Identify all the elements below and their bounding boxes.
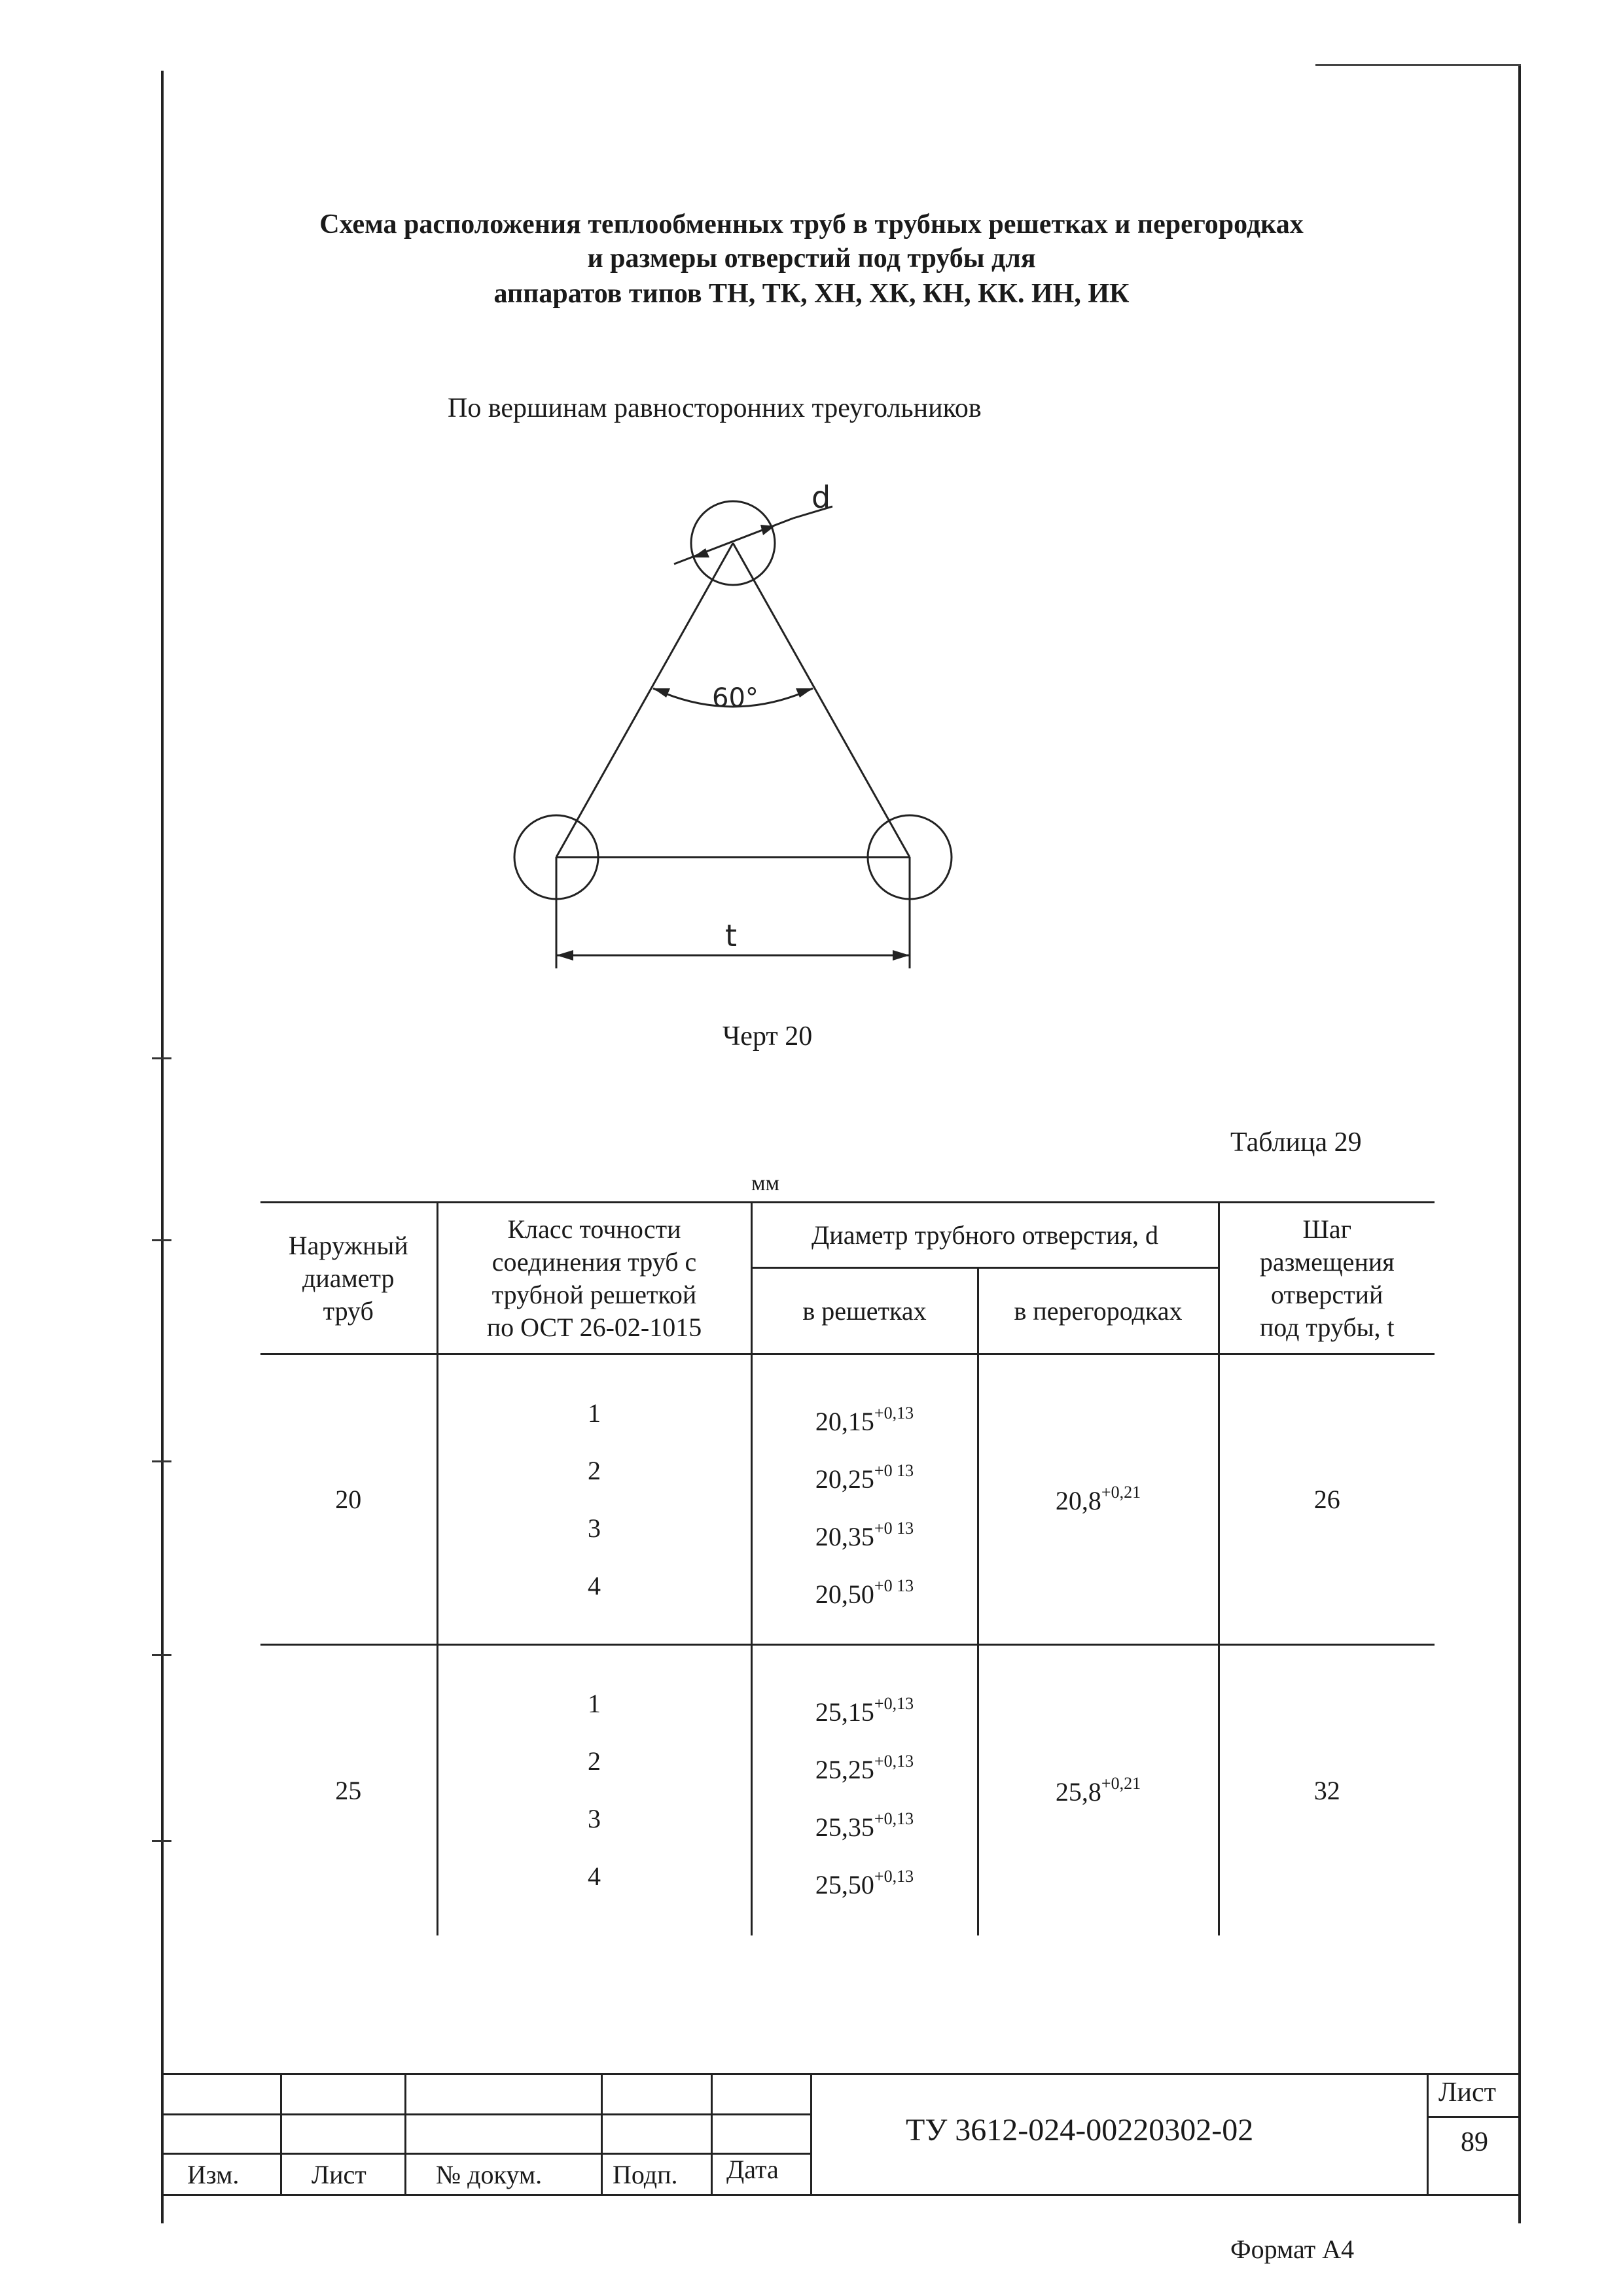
- pitch-arrow-left: [556, 950, 573, 961]
- stamp-line: [711, 2073, 713, 2196]
- cell-outer-diameter: 25: [260, 1645, 437, 1935]
- class-value: 3: [588, 1804, 601, 1834]
- header-line: трубной решеткой: [491, 1279, 697, 1309]
- format-label: Формат А4: [1230, 2234, 1355, 2264]
- page-title-line-1: Схема расположения теплообменных труб в трубных решетках и перегородках: [319, 209, 1304, 239]
- hole-tolerance: +0,13: [874, 1752, 914, 1771]
- margin-tick: [152, 1840, 171, 1842]
- page-title-line-3: аппаратов типов ТН, ТК, ХН, ХК, КН, КК. ИН, ИК: [493, 279, 1130, 309]
- class-value: 1: [588, 1398, 601, 1428]
- sheet-number: 89: [1461, 2127, 1488, 2157]
- class-value: 2: [588, 1455, 601, 1485]
- hole-base: 20,25: [815, 1464, 874, 1494]
- hole-base: 25,35: [815, 1812, 874, 1843]
- figure-caption: Черт 20: [722, 1021, 813, 1051]
- header-line: Наружный: [288, 1230, 408, 1260]
- page-frame-top: [1315, 64, 1521, 66]
- stamp-line: [601, 2073, 603, 2196]
- class-value: 4: [588, 1862, 601, 1892]
- stamp-line: [1427, 2073, 1429, 2196]
- grid-hole-value: [753, 1500, 977, 1557]
- header-line: Шаг: [1302, 1214, 1351, 1244]
- page-frame-left: [161, 71, 164, 2223]
- stamp-line: [810, 2073, 812, 2196]
- cell-classes: [437, 1645, 751, 1935]
- tube-hole-table: [260, 1201, 1435, 1935]
- header-line: Класс точности: [507, 1214, 681, 1244]
- margin-tick: [152, 1654, 171, 1656]
- hole-base: 20,15: [815, 1406, 874, 1436]
- table-number: Таблица 29: [1230, 1127, 1362, 1157]
- cell-baffle-hole: [978, 1645, 1219, 1935]
- pitch-arrow-right: [893, 950, 910, 961]
- stamp-line: [162, 2153, 812, 2155]
- margin-tick: [152, 1239, 171, 1241]
- cell-grid-holes: [751, 1645, 978, 1935]
- pitch-label: t: [725, 918, 738, 953]
- header-in-baffles: в перегородках: [978, 1268, 1219, 1354]
- stamp-line: [162, 2194, 1520, 2196]
- hole-base: 20,35: [815, 1521, 874, 1551]
- tube-layout-drawing: [458, 484, 1047, 995]
- stamp-col-label: Дата: [726, 2155, 779, 2184]
- cell-pitch: 32: [1313, 1775, 1340, 1805]
- class-value: 1: [588, 1689, 601, 1719]
- page-title-line-2: и размеры отверстий под трубы для: [587, 243, 1036, 274]
- header-line: размещения: [1259, 1246, 1395, 1277]
- hole-base: 25,8: [1055, 1776, 1101, 1807]
- cell-pitch: 26: [1219, 1354, 1435, 1645]
- hole-base: 25,15: [815, 1697, 874, 1727]
- hole-tolerance: +0,13: [874, 1694, 914, 1714]
- margin-tick: [152, 1460, 171, 1462]
- header-line: под трубы, t: [1259, 1312, 1395, 1342]
- header-line: труб: [323, 1296, 374, 1326]
- class-value: 3: [588, 1513, 601, 1543]
- table-units: мм: [751, 1171, 780, 1195]
- cell-grid-holes: [751, 1354, 978, 1645]
- cell-outer-diameter: 20: [260, 1354, 437, 1645]
- stamp-col-label: Лист: [312, 2160, 366, 2189]
- grid-hole-value: [753, 1733, 977, 1790]
- angle-label: 60°: [712, 683, 758, 713]
- stamp-line: [1427, 2116, 1520, 2118]
- hole-tolerance: +0 13: [874, 1576, 914, 1595]
- header-in-grids: в решетках: [751, 1268, 978, 1354]
- header-line: по ОСТ 26-02-1015: [486, 1312, 702, 1342]
- triangle-side-right: [733, 543, 910, 857]
- header-line: диаметр: [302, 1263, 395, 1293]
- stamp-col-label: № докум.: [436, 2160, 543, 2189]
- diameter-arrow-left: [692, 548, 709, 557]
- angle-arrow-right: [796, 688, 813, 698]
- stamp-line: [404, 2073, 406, 2196]
- grid-hole-value: [753, 1675, 977, 1733]
- title-block: [162, 2073, 1520, 2196]
- margin-tick: [152, 1057, 171, 1059]
- header-outer-diameter: [260, 1203, 437, 1354]
- grid-hole-value: [753, 1442, 977, 1500]
- grid-hole-value: [753, 1385, 977, 1442]
- header-pitch: [1219, 1203, 1435, 1354]
- hole-base: 20,8: [1055, 1486, 1101, 1515]
- header-hole-diameter: Диаметр трубного отверстия, d: [751, 1203, 1219, 1268]
- hole-tolerance: +0,21: [1101, 1773, 1141, 1793]
- cell-classes: [437, 1354, 751, 1645]
- hole-tolerance: +0,13: [874, 1403, 914, 1422]
- hole-base: 20,50: [815, 1579, 874, 1609]
- grid-hole-value: [753, 1848, 977, 1905]
- grid-hole-value: [753, 1790, 977, 1848]
- page-frame-right: [1518, 64, 1521, 2223]
- table-row: [260, 1645, 1435, 1935]
- hole-base: 25,50: [815, 1870, 874, 1900]
- class-value: 4: [588, 1570, 601, 1600]
- hole-tolerance: +0,13: [874, 1867, 914, 1886]
- cell-baffle-hole: [978, 1354, 1219, 1645]
- hole-base: 25,25: [815, 1755, 874, 1785]
- class-value: 2: [588, 1746, 601, 1776]
- hole-tolerance: +0 13: [874, 1518, 914, 1538]
- header-line: соединения труб с: [491, 1246, 697, 1277]
- hole-tolerance: +0 13: [874, 1460, 914, 1480]
- stamp-line: [162, 2073, 1520, 2075]
- stamp-line: [162, 2113, 812, 2115]
- table-row: [260, 1354, 1435, 1645]
- hole-tolerance: +0,21: [1101, 1483, 1141, 1502]
- sheet-label: Лист: [1438, 2077, 1496, 2108]
- stamp-col-label: Подп.: [613, 2160, 678, 2189]
- header-accuracy-class: [437, 1203, 751, 1354]
- diameter-label: d: [812, 484, 831, 515]
- stamp-col-label: Изм.: [187, 2160, 240, 2189]
- layout-subtitle: По вершинам равносторонних треугольников: [448, 393, 982, 423]
- document-code: ТУ 3612-024-00220302-02: [906, 2113, 1254, 2147]
- triangle-side-left: [556, 543, 733, 857]
- header-line: отверстий: [1271, 1279, 1383, 1309]
- grid-hole-value: [753, 1557, 977, 1615]
- stamp-line: [280, 2073, 282, 2196]
- hole-tolerance: +0,13: [874, 1809, 914, 1829]
- angle-arrow-left: [653, 688, 670, 698]
